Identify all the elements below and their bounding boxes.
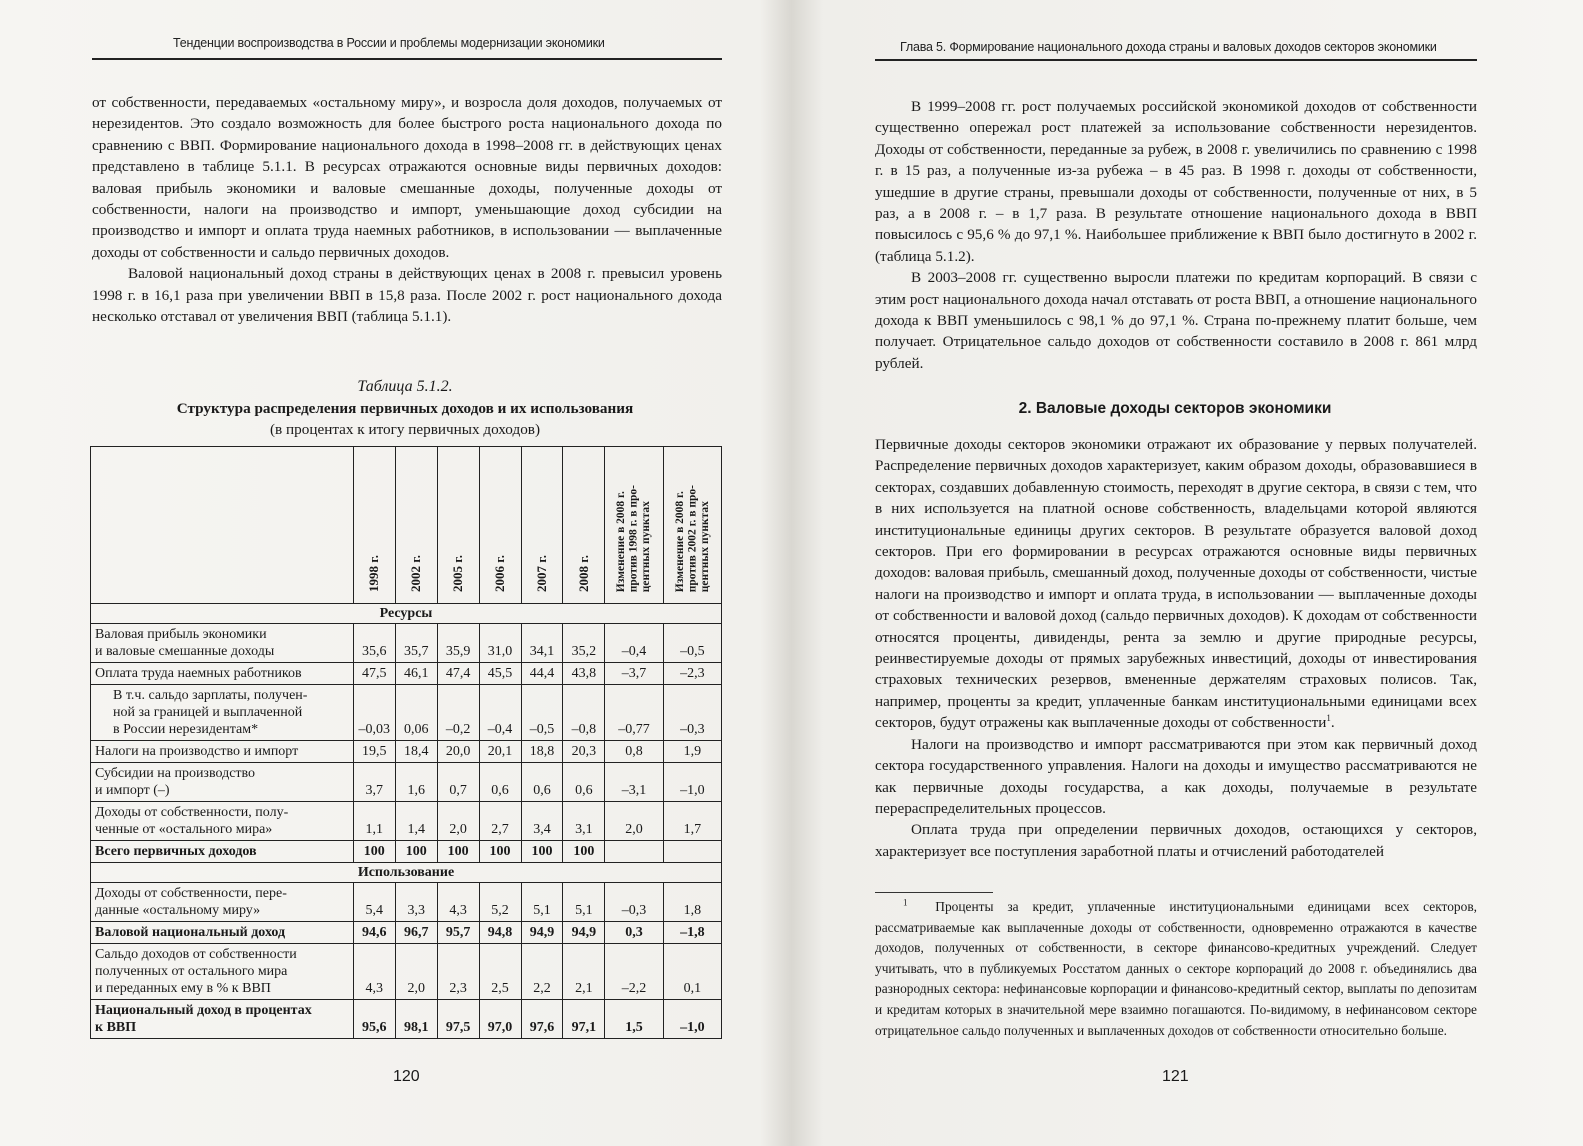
right-body-paragraph-2: Налоги на производство и импорт рассматриваются при этом как первичный доход сектора государственного управления. Налоги на доходы и имущество рассматриваются не как первичные доходы государства, а как доходы, получаемые в результате перераспределительных процессов. — [875, 735, 1477, 817]
table-cell: 43,8 — [563, 663, 605, 685]
header-year-1998: 1998 г. — [353, 447, 395, 604]
table-cell: 100 — [437, 841, 479, 863]
table-cell: –2,3 — [663, 663, 721, 685]
left-running-head: Тенденции воспроизводства в России и проблемы модернизации экономики — [173, 36, 605, 50]
table-cell: 5,4 — [353, 883, 395, 922]
section-title: Ресурсы — [91, 604, 722, 624]
table-cell: 2,1 — [563, 944, 605, 1000]
header-label-cell — [91, 447, 354, 604]
table-body — [91, 604, 722, 1039]
table-cell: 2,0 — [395, 944, 437, 1000]
table-cell: 35,9 — [437, 624, 479, 663]
table-row — [91, 802, 722, 841]
table-cell: 20,1 — [479, 741, 521, 763]
header-change-vs-2002: Изменение в 2008 г. против 2002 г. в про- центных пунктах — [663, 447, 721, 604]
table-cell: 0,1 — [663, 944, 721, 1000]
right-paragraph-2: В 2003–2008 гг. существенно выросли платежи по кредитам корпораций. В связи с этим рост национального дохода начал отставать от роста ВВП, а отношение национального дохода к ВВП уменьшилось с 98,1 % до 97,1 %. Страна по-прежнему платит больше, чем получает. Отрицательное сальдо доходов от собственности составило в 2008 г. 861 млрд рублей. — [875, 269, 1477, 372]
table-row — [91, 1000, 722, 1039]
row-label: Оплата труда наемных работников — [91, 663, 354, 685]
table-cell: 95,7 — [437, 922, 479, 944]
right-header-rule — [875, 59, 1477, 61]
footnote-text: Проценты за кредит, уплаченные институциональными единицами всех секторов, рассматриваемые как выплаченные доходы от собственности, одновременно отражаются в качестве доходов, полученных от собственности, в секторе финансово-кредитных учреждений. Следует учитывать, что в публикуемых Росстатом данных о секторе корпораций до 2008 г. объединялись два разнородных сектора: нефинансовые корпорации и финансово-кредитный сектор, выплаты по депозитам и кредитам которых в значительной мере взаимно погашаются. По-видимому, в нефинансовом секторе отрицательное сальдо полученных и выплаченных доходов от собственности относительно больше. — [875, 899, 1477, 1038]
table-cell — [663, 841, 721, 863]
table-row — [91, 763, 722, 802]
table-cell: 3,1 — [563, 802, 605, 841]
table-header-row — [91, 447, 722, 604]
footnote-marker: 1 — [903, 897, 908, 908]
table-cell: 1,4 — [395, 802, 437, 841]
left-page — [0, 0, 790, 1146]
left-body-text — [92, 92, 722, 327]
table-row — [91, 944, 722, 1000]
table-cell: 100 — [521, 841, 563, 863]
table-row — [91, 922, 722, 944]
row-label: Доходы от собственности, пере- данные «остальному миру» — [91, 883, 354, 922]
left-header-rule — [92, 58, 722, 60]
right-body-text — [875, 434, 1477, 862]
header-year-2007: 2007 г. — [521, 447, 563, 604]
right-page-number: 121 — [1162, 1068, 1189, 1085]
table-cell: 94,9 — [521, 922, 563, 944]
table-cell: 3,4 — [521, 802, 563, 841]
table-cell: 2,7 — [479, 802, 521, 841]
header-year-2008: 2008 г. — [563, 447, 605, 604]
table-cell: 5,2 — [479, 883, 521, 922]
table-cell: 4,3 — [437, 883, 479, 922]
table-cell: –0,5 — [521, 685, 563, 741]
row-label: Валовой национальный доход — [91, 922, 354, 944]
row-label: Национальный доход в процентах к ВВП — [91, 1000, 354, 1039]
table-cell: 20,3 — [563, 741, 605, 763]
table-cell: –0,8 — [563, 685, 605, 741]
table-row — [91, 685, 722, 741]
table-cell: 3,7 — [353, 763, 395, 802]
table-cell: 100 — [479, 841, 521, 863]
table-row — [91, 883, 722, 922]
table-cell: 1,8 — [663, 883, 721, 922]
footnote — [875, 897, 1477, 1041]
table-cell: 1,7 — [663, 802, 721, 841]
right-running-head: Глава 5. Формирование национального дохода страны и валовых доходов секторов экономики — [900, 40, 1437, 54]
table-cell: 45,5 — [479, 663, 521, 685]
table-cell: 98,1 — [395, 1000, 437, 1039]
table-cell: –3,7 — [605, 663, 663, 685]
table-cell: 2,3 — [437, 944, 479, 1000]
table-cell: 46,1 — [395, 663, 437, 685]
section-heading: 2. Валовые доходы секторов экономики — [1018, 400, 1332, 417]
table-subtitle: (в процентах к итогу первичных доходов) — [269, 421, 541, 438]
row-label: Доходы от собственности, полу- ченные от «остального мира» — [91, 802, 354, 841]
income-structure-table — [90, 446, 722, 1039]
left-paragraph-1: от собственности, передаваемых «остальному миру», и возросла доля доходов, получаемых от нерезидентов. Это создало возможность для более быстрого роста национального дохода по сравнению с ВВП. Формирование национального дохода в 1998–2008 гг. в действующих ценах представлено в таблице 5.1.1. В ресурсах отражаются основные виды первичных доходов: валовая прибыль экономики и валовые смешанные доходы, полученные доходы от собственности, налоги на производство и импорт, уменьшающие доход субсидии на производство и импорт и оплата труда наемных работников, в использовании — выплаченные доходы от собственности и сальдо первичных доходов. — [92, 94, 722, 261]
table-cell: 2,0 — [605, 802, 663, 841]
table-cell: –0,4 — [479, 685, 521, 741]
table-cell: 44,4 — [521, 663, 563, 685]
table-title: Структура распределения первичных доходов и их использования — [176, 400, 634, 417]
table-cell: –0,3 — [605, 883, 663, 922]
table-cell: 95,6 — [353, 1000, 395, 1039]
section-title: Использование — [91, 863, 722, 883]
table-cell: 2,0 — [437, 802, 479, 841]
table-cell: 0,6 — [521, 763, 563, 802]
table-cell: 1,5 — [605, 1000, 663, 1039]
table-cell: 18,4 — [395, 741, 437, 763]
table-cell: 94,8 — [479, 922, 521, 944]
table-cell: 35,7 — [395, 624, 437, 663]
table-cell: 97,1 — [563, 1000, 605, 1039]
row-label: Субсидии на производство и импорт (–) — [91, 763, 354, 802]
table-cell: –1,0 — [663, 1000, 721, 1039]
table-section-row — [91, 863, 722, 883]
table-cell: 94,6 — [353, 922, 395, 944]
table-cell: 0,6 — [563, 763, 605, 802]
right-top-text — [875, 96, 1477, 374]
table-cell: 5,1 — [563, 883, 605, 922]
table-cell: 97,0 — [479, 1000, 521, 1039]
header-year-2005: 2005 г. — [437, 447, 479, 604]
table-cell: 3,3 — [395, 883, 437, 922]
table-cell: 35,2 — [563, 624, 605, 663]
table-cell: –0,3 — [663, 685, 721, 741]
header-year-2006: 2006 г. — [479, 447, 521, 604]
table-cell: 4,3 — [353, 944, 395, 1000]
table-cell: –3,1 — [605, 763, 663, 802]
table-cell: 1,6 — [395, 763, 437, 802]
table-cell: 2,5 — [479, 944, 521, 1000]
table-cell: 0,3 — [605, 922, 663, 944]
table-cell: 0,06 — [395, 685, 437, 741]
table-cell: 2,2 — [521, 944, 563, 1000]
table-cell: 0,8 — [605, 741, 663, 763]
table-cell: 1,1 — [353, 802, 395, 841]
header-year-2002: 2002 г. — [395, 447, 437, 604]
table-row — [91, 841, 722, 863]
row-label: Налоги на производство и импорт — [91, 741, 354, 763]
table-cell: 20,0 — [437, 741, 479, 763]
table-cell: 100 — [395, 841, 437, 863]
table-cell: –1,0 — [663, 763, 721, 802]
row-label: Всего первичных доходов — [91, 841, 354, 863]
left-page-number: 120 — [393, 1068, 420, 1085]
table-cell: –0,2 — [437, 685, 479, 741]
table-cell — [605, 841, 663, 863]
table-cell: 100 — [353, 841, 395, 863]
table-cell: 35,6 — [353, 624, 395, 663]
table-cell: 100 — [563, 841, 605, 863]
right-body-paragraph-1: Первичные доходы секторов экономики отражают их образование у первых получателей. Распределение первичных доходов характеризует, каким образом доходы, образовавшиеся в секторах, создавших добавленную стоимость, переходят в другие сектора, в связи с тем, что в них используется на платной основе собственность, владельцами которой являются институциональные единицы других секторов. В результате образуется валовой доход секторов. При его формировании в ресурсах отражаются основные виды первичных доходов: валовая прибыль, смешанный доход, полученные доходы от собственности, чистые налоги на производство и импорт и оплата труда, в использовании — выплаченные доходы от собственности и валовой доход (сальдо первичных доходов). К доходам от собственности относятся проценты, дивиденды, рента за землю и другие природные ресурсы, реинвестируемые доходы от прямых зарубежных инвестиций, доходы от инвестирования страховых технических резервов, вмененные держателям страховых полисов. Так, например, проценты за кредит, уплаченные банкам институциональными единицами всех секторов, будут отражены как выплаченные доходы от собственности$^1$. — [875, 436, 1477, 732]
table-cell: 0,7 — [437, 763, 479, 802]
row-label: Валовая прибыль экономики и валовые смешанные доходы — [91, 624, 354, 663]
table-cell: –0,5 — [663, 624, 721, 663]
footnote-ref[interactable]: 1 — [1326, 713, 1331, 724]
table-cell: –1,8 — [663, 922, 721, 944]
left-paragraph-2: Валовой национальный доход страны в действующих ценах в 2008 г. превысил уровень 1998 г. в 16,1 раза при увеличении ВВП в 15,8 раза. После 2002 г. рост национального дохода несколько отставал от увеличения ВВП (таблица 5.1.1). — [92, 265, 722, 326]
table-cell: 47,5 — [353, 663, 395, 685]
table-cell: –0,77 — [605, 685, 663, 741]
footnote-rule — [875, 892, 993, 893]
table-cell: 19,5 — [353, 741, 395, 763]
table-cell: –0,03 — [353, 685, 395, 741]
table-row — [91, 663, 722, 685]
table-row — [91, 741, 722, 763]
table-cell: –0,4 — [605, 624, 663, 663]
table-cell: 47,4 — [437, 663, 479, 685]
table-cell: 96,7 — [395, 922, 437, 944]
table-number: Таблица 5.1.2. — [357, 378, 453, 395]
table-cell: 5,1 — [521, 883, 563, 922]
table-cell: 1,9 — [663, 741, 721, 763]
right-body-paragraph-3: Оплата труда при определении первичных доходов, остающихся у секторов, характеризует все поступления заработной платы и отчислений работодателей — [875, 821, 1477, 860]
table-cell: 97,6 — [521, 1000, 563, 1039]
table-cell: 97,5 — [437, 1000, 479, 1039]
table-cell: –2,2 — [605, 944, 663, 1000]
table-cell: 34,1 — [521, 624, 563, 663]
header-change-vs-1998: Изменение в 2008 г. против 1998 г. в про- центных пунктах — [605, 447, 663, 604]
row-label: В т.ч. сальдо зарплаты, получен- ной за границей и выплаченной в России нерезидентам* — [91, 685, 354, 741]
table-cell: 31,0 — [479, 624, 521, 663]
table-cell: 94,9 — [563, 922, 605, 944]
table-cell: 0,6 — [479, 763, 521, 802]
right-paragraph-1: В 1999–2008 гг. рост получаемых российской экономикой доходов от собственности существенно опережал рост платежей за использование собственности нерезидентов. Доходы от собственности, переданные за рубеж, в 2008 г. увеличились по сравнению с 1998 г. в 15 раз, а полученные из-за рубежа – в 45 раз. В 1998 г. доходы от собственности, ушедшие в другие страны, превышали доходы от собственности, полученные от них, в 5 раз, а в 2008 г. – в 1,7 раза. В результате отношение национального дохода в ВВП повысилось с 95,6 % до 97,1 %. Наибольшее приближение к ВВП было достигнуто в 2002 г. (таблица 5.1.2). — [875, 98, 1477, 265]
table-section-row — [91, 604, 722, 624]
table-row — [91, 624, 722, 663]
table-cell: 18,8 — [521, 741, 563, 763]
row-label: Сальдо доходов от собственности полученных от остального мира и переданных ему в % к ВВП — [91, 944, 354, 1000]
